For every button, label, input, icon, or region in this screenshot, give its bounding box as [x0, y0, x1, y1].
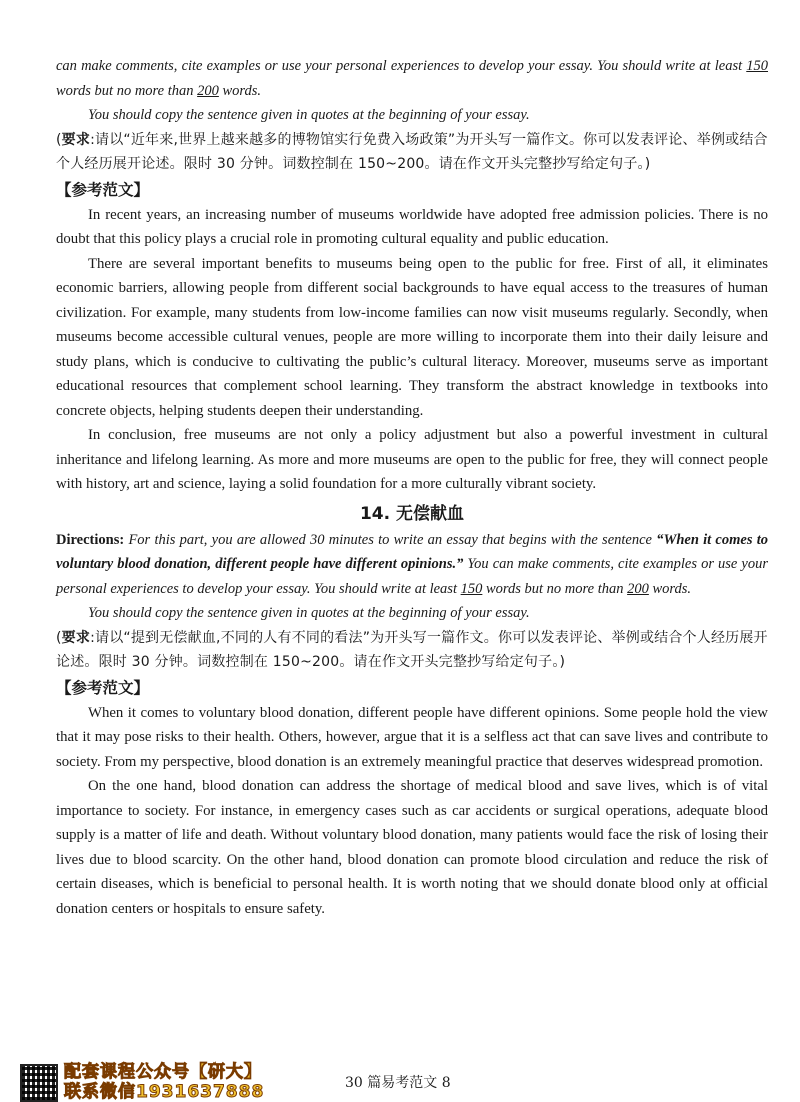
page-number: 30 篇易考范文 8: [345, 1075, 451, 1091]
page-content: [56, 54, 768, 921]
requirement-text: :请以“提到无偿献血,不同的人有不同的看法”为开头写一篇作文。你可以发表评论、举例或结合个人经历展开论述。限时 30 分钟。词数控制在 150~200。请在作文开头完整抄写给定句子。): [56, 629, 768, 670]
chinese-requirement: (要求:请以“近年来,世界上越来越多的博物馆实行免费入场政策”为开头写一篇作文。你可以发表评论、举例或结合个人经历展开论述。限时 30 分钟。词数控制在 150~200。请在作文开头完整抄写给定句子。): [56, 131, 768, 172]
directions-label: Directions: [56, 531, 120, 548]
directions-line-1: can make comments, cite examples or use your personal experiences to develop your essay. You should: [56, 58, 662, 74]
page-footer: [0, 1062, 800, 1102]
continued-directions: [56, 54, 768, 103]
essay-paragraph: There are several important benefits to museums being open to the public for free. First of all, it eliminates economic barriers, allowing people from different social backgrounds to have equal access to the treasures of human civilization. For example, many students from low-income families can now visit museums regularly. Secondly, when museums become accessible cultural venues, people are more willing to incorporate them into their daily leisure and study plans, which is conducive to cultivating the public’s cultural literacy. Moreover, museums serve as important educational resources that complement school learning. They transform the abstract knowledge in textbooks into concrete objects, helping students deepen their understanding.: [56, 255, 768, 419]
directions-text: words.: [648, 580, 692, 597]
max-words: 200: [627, 580, 649, 597]
directions-quote: “When it comes to voluntary blood donation, different people have different opinions.”: [56, 531, 768, 572]
essay-paragraph: On the one hand, blood donation can address the shortage of medical blood and save lives, which is of vital importance to society. For instance, in emergency cases such as car accidents or surgical operations, adequate blood supply is a matter of life and death. Without voluntary blood donation, many patients would face the risk of losing their lives due to blood scarcity. On the other hand, blood donation can promote blood circulation and reduce the risk of certain diseases, which is beneficial to personal health. It is worth noting that we should donate blood only at official donation centers or hospitals to ensure safety.: [56, 778, 768, 917]
copy-note: You should copy the sentence given in quotes at the beginning of your essay.: [88, 107, 530, 123]
requirement-label: 要求: [61, 629, 91, 646]
model-essay-heading: 【参考范文】: [56, 180, 150, 199]
section-title: 14. 无偿献血: [359, 503, 465, 524]
chinese-requirement: (要求:请以“提到无偿献血,不同的人有不同的看法”为开头写一篇作文。你可以发表评论、举例或结合个人经历展开论述。限时 30 分钟。词数控制在 150~200。请在作文开头完整抄写给定句子。): [56, 629, 768, 670]
watermark-line-2: 联系微信1931637888: [64, 1082, 265, 1102]
essay-paragraph: When it comes to voluntary blood donation, different people have different opinions. Some people hold the view that it may pose risks to their health. Others, however, argue that it is a selfless act that can save lives and contribute to society. From my perspective, blood donation is an extremely meaningful practice that deserves widespread promotion.: [56, 704, 768, 770]
directions-text: words but no more than: [56, 82, 198, 99]
essay-paragraph: In conclusion, free museums are not only a policy adjustment but also a powerful investment in cultural inheritance and lifelong learning. As more and more museums are open to the public for free, they will connect people with history, art and science, laying a solid foundation for a more culturally vibrant society.: [56, 427, 768, 492]
min-words: 150: [746, 58, 769, 74]
directions-colon: :: [119, 531, 125, 548]
directions-text: You can make comments, cite examples or use your personal experiences to develop your essay. You should write at least: [56, 556, 768, 597]
requirement-text: :请以“近年来,世界上越来越多的博物馆实行免费入场政策”为开头写一篇作文。你可以发表评论、举例或结合个人经历展开论述。限时 30 分钟。词数控制在 150~200。请在作文开头完整抄写给定句子。): [56, 131, 768, 172]
directions-text: For this part, you are allowed 30 minutes to write an essay that begins with the sentence: [124, 531, 657, 548]
directions-text: words.: [218, 82, 262, 99]
copy-note: You should copy the sentence given in quotes at the beginning of your essay.: [88, 605, 530, 621]
directions: [56, 528, 768, 602]
max-words: 200: [197, 82, 219, 99]
directions-text: write at least: [665, 58, 747, 74]
model-essay-heading: 【参考范文】: [56, 678, 150, 697]
min-words: 150: [460, 580, 483, 597]
requirement-label: 要求: [61, 131, 91, 148]
directions-text: words but no more than: [482, 580, 628, 597]
watermark-line-1: 配套课程公众号【研大】: [64, 1062, 262, 1082]
essay-paragraph: In recent years, an increasing number of museums worldwide have adopted free admission policies. There is no doubt that this policy plays a crucial role in promoting cultural equality and public education.: [56, 206, 768, 247]
qr-code-icon: [20, 1064, 58, 1102]
